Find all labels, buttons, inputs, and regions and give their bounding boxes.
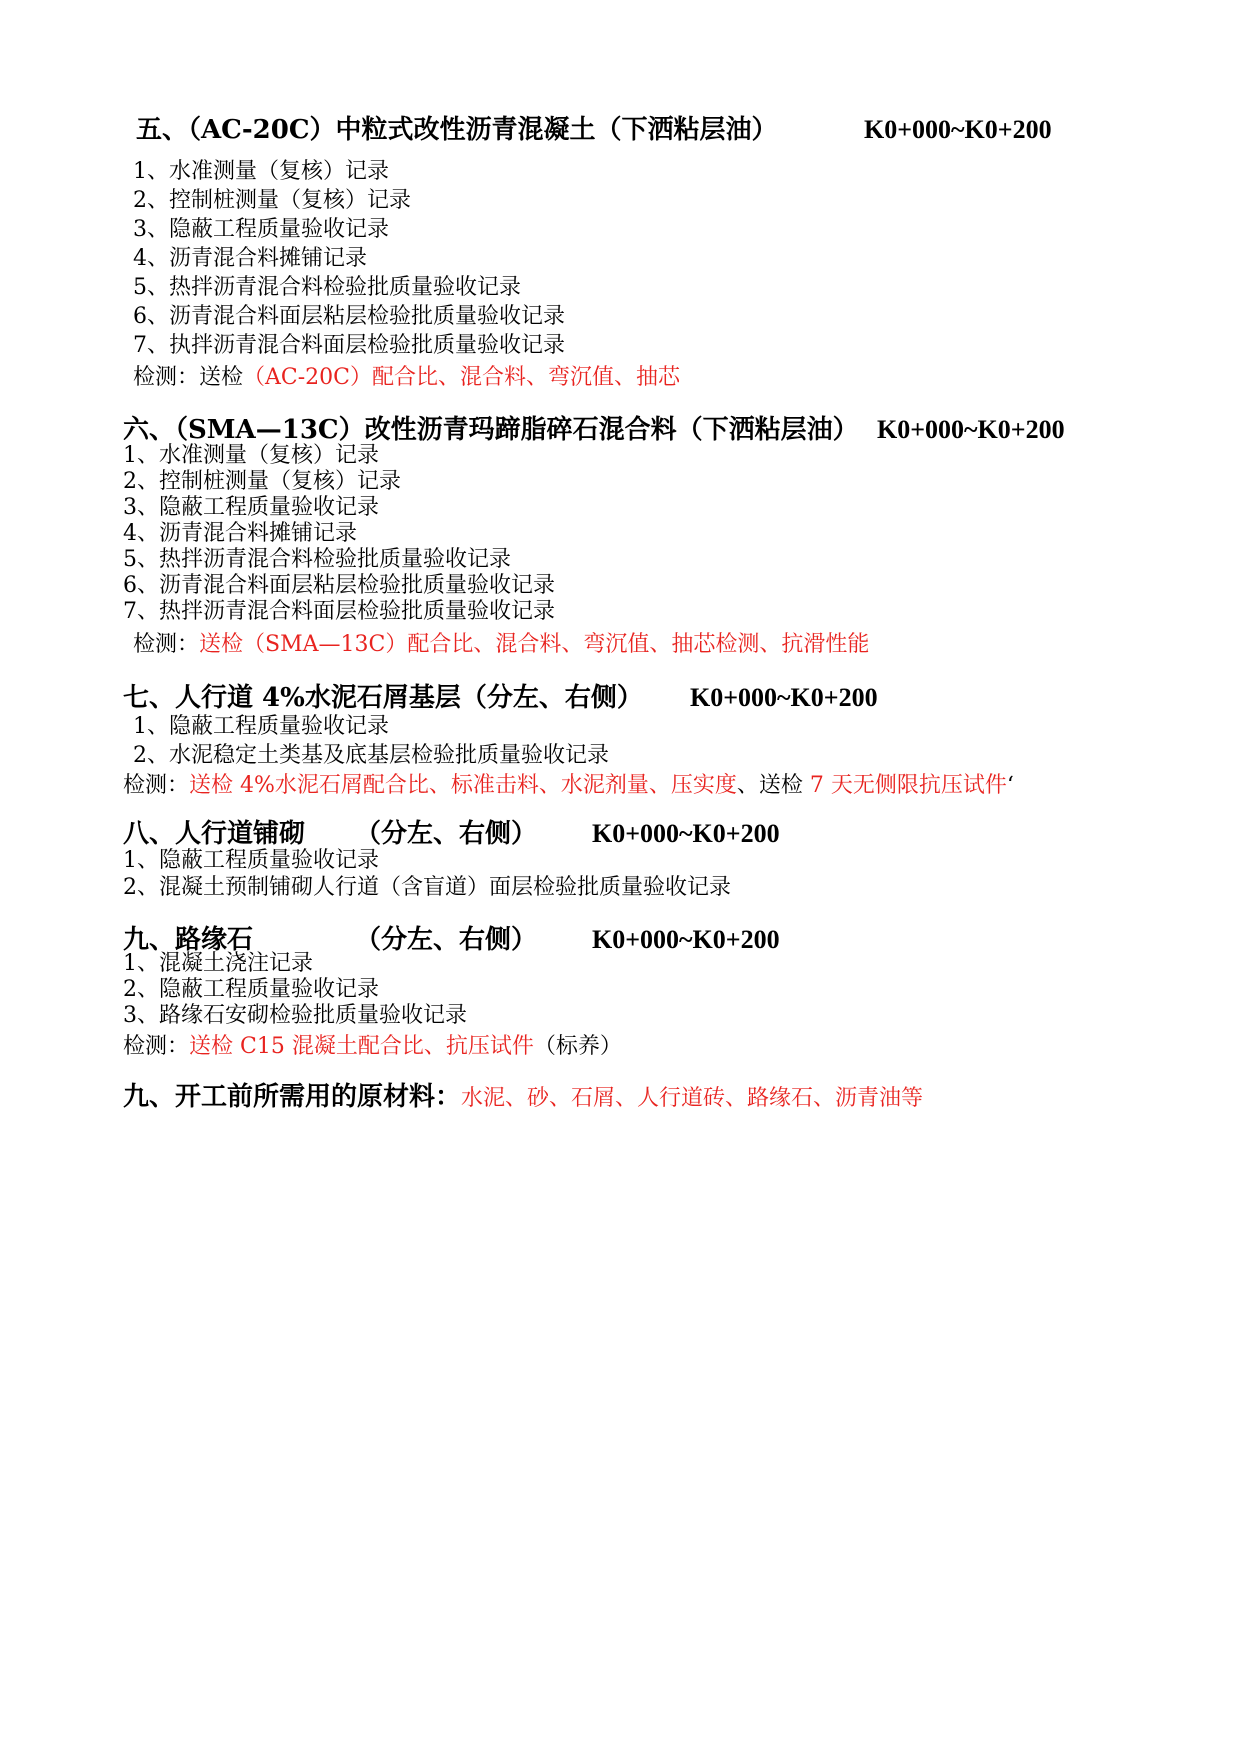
section-9-side: （分左、右侧） — [355, 925, 538, 955]
section-6-test — [133, 627, 869, 658]
section-8-range: K0+000~K0+200 — [592, 819, 780, 848]
list-item: 3、隐蔽工程质量验收记录 — [133, 217, 389, 242]
test-items-2: 7 天无侧限抗压试件 — [802, 773, 1007, 798]
list-item: 5、热拌沥青混合料检验批质量验收记录 — [133, 275, 521, 300]
section-6-range: K0+000~K0+200 — [877, 415, 1065, 444]
test-label: 检测： — [133, 632, 200, 657]
list-item: 3、隐蔽工程质量验收记录 — [123, 495, 379, 520]
section-6-title: 六、（SMA—13C）改性沥青玛蹄脂碎石混合料（下洒粘层油） — [123, 415, 859, 445]
section-8-side: （分左、右侧） — [355, 819, 538, 849]
section-5-title: 五、（AC-20C）中粒式改性沥青混凝土（下洒粘层油） — [136, 115, 778, 145]
list-item: 2、水泥稳定土类基及底基层检验批质量验收记录 — [133, 743, 609, 768]
test-prefix: 送检 — [199, 365, 244, 390]
list-item: 1、隐蔽工程质量验收记录 — [123, 848, 379, 873]
list-item: 3、路缘石安砌检验批质量验收记录 — [123, 1003, 467, 1028]
section-7-list — [133, 712, 609, 770]
section-7-test — [123, 768, 1014, 799]
list-item: 5、热拌沥青混合料检验批质量验收记录 — [123, 547, 511, 572]
section-7-title: 七、人行道 4%水泥石屑基层（分左、右侧） — [123, 683, 643, 713]
list-item: 2、隐蔽工程质量验收记录 — [123, 977, 379, 1002]
section-5-list — [133, 157, 565, 360]
test-tail: ‘ — [1006, 773, 1014, 798]
test-label: 检测： — [123, 773, 190, 798]
section-7-heading — [123, 680, 1203, 716]
test-items: 送检 4%水泥石屑配合比、标准击料、水泥剂量、压实度 — [189, 773, 737, 798]
list-item: 4、沥青混合料摊铺记录 — [123, 521, 357, 546]
section-8-title: 八、人行道铺砌 — [123, 819, 306, 849]
test-items: 送检（SMA—13C）配合比、混合料、弯沉值、抽芯检测、抗滑性能 — [199, 632, 870, 657]
materials-heading — [123, 1079, 1203, 1117]
test-mid: 、送检 — [736, 773, 803, 798]
section-6-list — [123, 443, 555, 625]
materials-list: 水泥、砂、石屑、人行道砖、路缘石、沥青油等 — [461, 1086, 924, 1111]
section-7-range: K0+000~K0+200 — [690, 683, 878, 712]
test-items: 送检 C15 混凝土配合比、抗压试件 — [189, 1034, 534, 1059]
test-items: （AC-20C）配合比、混合料、弯沉值、抽芯 — [243, 365, 681, 390]
list-item: 6、沥青混合料面层粘层检验批质量验收记录 — [123, 573, 555, 598]
list-item: 2、控制桩测量（复核）记录 — [123, 469, 401, 494]
section-9-test — [123, 1029, 622, 1060]
section-8-list — [123, 847, 731, 901]
list-item: 7、热拌沥青混合料面层检验批质量验收记录 — [123, 599, 555, 624]
list-item: 7、执拌沥青混合料面层检验批质量验收记录 — [133, 333, 565, 358]
materials-title: 九、开工前所需用的原材料： — [123, 1082, 462, 1112]
section-9-title: 九、路缘石 — [123, 925, 254, 955]
section-9-list — [123, 951, 467, 1029]
section-5-test — [133, 360, 680, 391]
list-item: 6、沥青混合料面层粘层检验批质量验收记录 — [133, 304, 565, 329]
list-item: 1、水准测量（复核）记录 — [133, 159, 389, 184]
test-tail: （标养） — [533, 1034, 622, 1059]
list-item: 4、沥青混合料摊铺记录 — [133, 246, 367, 271]
section-5-heading — [136, 112, 1216, 148]
list-item: 1、隐蔽工程质量验收记录 — [133, 714, 389, 739]
list-item: 1、混凝土浇注记录 — [123, 951, 313, 976]
list-item: 2、控制桩测量（复核）记录 — [133, 188, 411, 213]
section-5-range: K0+000~K0+200 — [864, 115, 1052, 144]
section-9-range: K0+000~K0+200 — [592, 925, 780, 954]
test-label: 检测： — [123, 1034, 190, 1059]
test-label: 检测： — [133, 365, 200, 390]
list-item: 2、混凝土预制铺砌人行道（含盲道）面层检验批质量验收记录 — [123, 875, 731, 900]
list-item: 1、水准测量（复核）记录 — [123, 443, 379, 468]
